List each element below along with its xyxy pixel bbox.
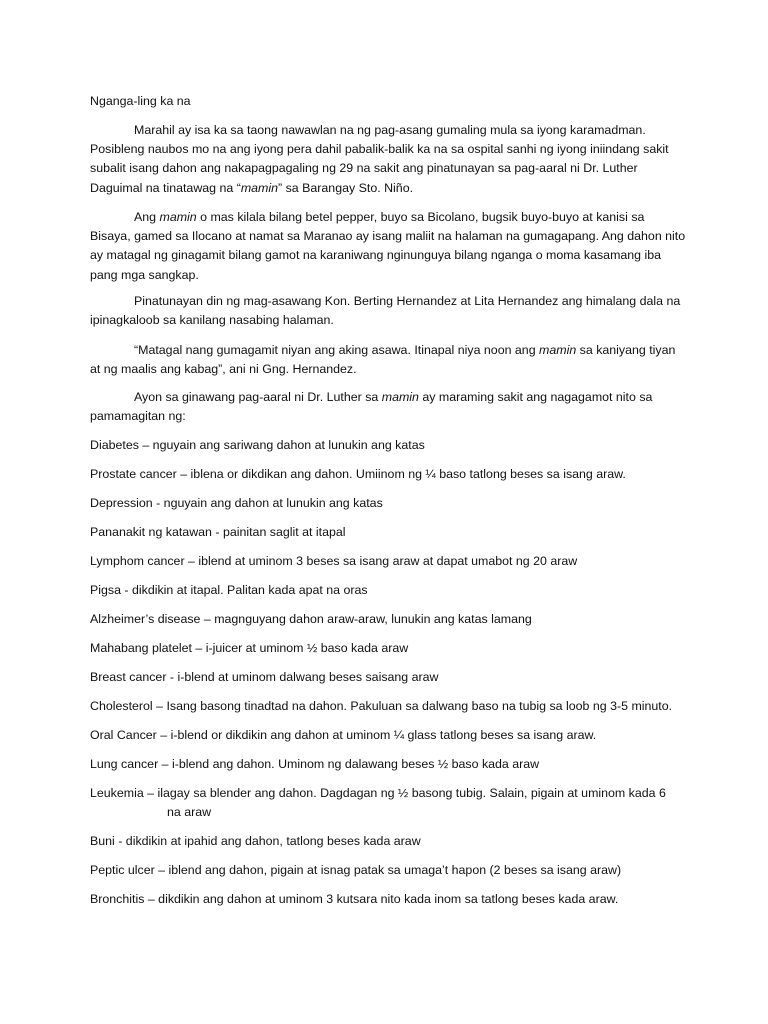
remedy-line: Prostate cancer – iblena or dikdikan ang dahon. Umiinom ng ¼ baso tatlong beses sa isang araw. (90, 467, 626, 481)
remedy-line: Mahabang platelet – i-juicer at uminom ½ baso kada araw (90, 641, 409, 655)
remedy-line: Alzheimer’s disease – magnguyang dahon araw-araw, lunukin ang katas lamang (90, 612, 532, 626)
paragraph-text: “Matagal nang gumagamit niyan ang aking asawa. Itinapal niya noon ang (134, 343, 540, 357)
paragraph-text: ” sa Barangay Sto. Niño. (278, 180, 414, 195)
remedy-line: Diabetes – nguyain ang sariwang dahon at lunukin ang katas (90, 438, 425, 452)
study-intro-paragraph (90, 388, 688, 426)
paragraph-text: o mas kilala bilang betel pepper, buyo sa Bicolano, bugsik buyo-buyo at kanisi sa Bisaya, gamed sa Ilocano at namat sa Maranao ay isang maliit na halaman na gumagapang. Ang dahon nito ay matagal ng ginagamit bilang gamot na karaniwang nginunguya bilang nganga o moma kasamang iba pang mga sangkap. (90, 210, 686, 282)
remedy-line: Depression - nguyain ang dahon at lunukin ang katas (90, 496, 383, 510)
intro-paragraph (90, 121, 688, 198)
remedy-text: Leukemia – ilagay sa blender ang dahon. Dagdagan ng ½ basong tubig. Salain, pigain at uminom kada 6 (90, 786, 666, 800)
remedy-line: Buni - dikdikin at ipahid ang dahon, tatlong beses kada araw (90, 834, 421, 848)
mamin-term: mamin (159, 210, 197, 224)
remedy-line: Bronchitis – dikdikin ang dahon at uminom 3 kutsara nito kada inom sa tatlong beses kada araw. (90, 892, 619, 906)
remedy-line: Pananakit ng katawan - painitan saglit at itapal (90, 525, 346, 539)
remedy-line: Peptic ulcer – iblend ang dahon, pigain at isnag patak sa umaga’t hapon (2 beses sa isang araw) (90, 863, 622, 877)
mamin-term: mamin (240, 180, 279, 195)
remedy-continuation: na araw (167, 805, 212, 820)
paragraph-text: Ang (134, 210, 160, 224)
paragraph-text: Pinatunayan din ng mag-asawang Kon. Berting Hernandez at Lita Hernandez ang himalang dala na ipinagkaloob sa kanilang nasabing halaman. (90, 294, 681, 328)
paragraph-text: Ayon sa ginawang pag-aaral ni Dr. Luther sa (134, 390, 382, 404)
testimony-paragraph (90, 292, 688, 330)
mamin-term: mamin (539, 343, 577, 357)
mamin-term: mamin (381, 390, 419, 404)
description-paragraph (90, 208, 688, 285)
remedy-line: Oral Cancer – i-blend or dikdikin ang dahon at uminom ¼ glass tatlong beses sa isang araw. (90, 728, 597, 742)
remedy-line: Lymphom cancer – iblend at uminom 3 beses sa isang araw at dapat umabot ng 20 araw (90, 554, 578, 568)
paragraph-text: sa kaniyang tiyan at ng maalis ang kabag”, ani ni Gng. Hernandez. (90, 343, 676, 377)
remedy-line: Cholesterol – Isang basong tinadtad na dahon. Pakuluan sa dalwang baso na tubig sa loob ng 3-5 minuto. (90, 699, 673, 713)
remedy-line: Pigsa - dikdikin at itapal. Palitan kada apat na oras (90, 583, 368, 597)
remedy-line: Lung cancer – i-blend ang dahon. Uminom ng dalawang beses ½ baso kada araw (90, 757, 540, 771)
document-title: Nganga-ling ka na (90, 94, 191, 108)
remedy-line (90, 784, 688, 822)
paragraph-text: Marahil ay isa ka sa taong nawawlan na ng pag-asang gumaling mula sa iyong karamadman. Posibleng naubos mo na ang iyong pera dahil pabalik-balik ka na sa ospital sanhi ng iyong iniindang sakit subalit isang dahon ang nakapagpagaling ng 29 na sakit ang pinatunayan sa pag-aaral ni Dr. Luther Daguimal na tinatawag na “ (90, 123, 669, 195)
paragraph-text: ay maraming sakit ang nagagamot nito sa pamamagitan ng: (90, 390, 653, 424)
quote-paragraph (90, 341, 688, 379)
remedy-line: Breast cancer - i-blend at uminom dalwang beses saisang araw (90, 670, 439, 684)
